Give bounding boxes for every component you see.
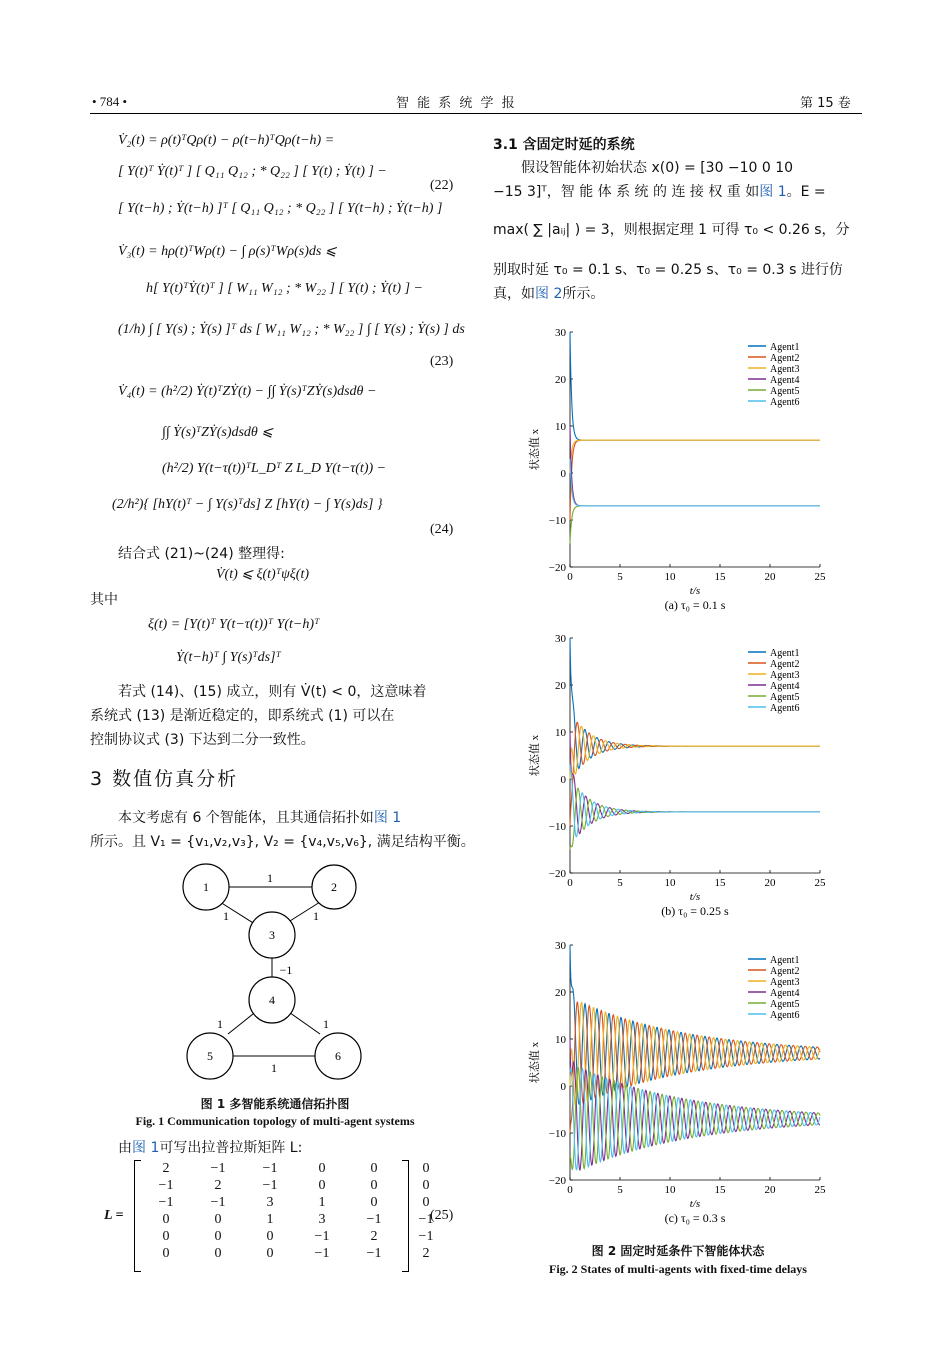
y-axis-label: 状态值 x [529,1041,541,1084]
fig2-caption-cn: 图 2 固定时延条件下智能体状态 [591,1244,765,1258]
y-axis-label: 状态值 x [529,734,541,777]
x-tick-label: 20 [764,1184,776,1196]
journal-title: 智 能 系 统 学 报 [396,96,517,111]
para-line: 真，如图 2所示。 [493,286,605,302]
y-tick-label: 20 [555,987,566,999]
x-tick-label: 0 [567,877,573,889]
x-tick-label: 5 [617,877,623,889]
matrix-cell: −1 [366,1245,382,1261]
para-line: 控制协议式 (3) 下达到二分一致性。 [90,732,315,748]
state-chart-b [520,628,840,930]
x-tick-label: 25 [814,1184,826,1196]
y-axis-label: 状态值 x [529,428,541,471]
matrix-cell: 0 [266,1228,274,1244]
eq22-line3: [ Y(t−h) ; Ẏ(t−h) ]ᵀ [ Q₁₁ Q₁₂ ; * Q₂₂ ] [ Y(t−h) ; Ẏ(t−h) ] [118,201,443,216]
laplacian-intro: 由图 1可写出拉普拉斯矩阵 L: [118,1140,303,1156]
legend-label: Agent6 [770,397,800,408]
legend-label: Agent3 [770,977,800,988]
y-tick-label: 0 [560,1081,566,1093]
legend-label: Agent6 [770,1010,800,1021]
edge-weight: −1 [279,963,293,977]
series-line [570,459,820,506]
y-tick-label: −20 [548,868,566,880]
eq24-line1: V̇₄(t) = (h²/2) Ẏ(t)ᵀZẎ(t) − ∫∫ Ẏ(s)ᵀZẎ(s)dsdθ − [118,384,377,399]
edge-weight: 1 [267,871,273,885]
y-tick-label: −10 [548,1128,566,1140]
eq23-number: (23) [430,354,454,369]
matrix-cell: 0 [214,1245,222,1261]
matrix-cell: −1 [314,1245,330,1261]
combine-text: 结合式 (21)~(24) 整理得: [118,546,285,562]
matrix-cell: −1 [210,1160,226,1176]
eq25-number: (25) [430,1208,454,1223]
matrix-cell: 0 [370,1194,378,1210]
y-tick-label: −20 [548,562,566,574]
matrix-cell: −1 [158,1194,174,1210]
section-heading: 3 数值仿真分析 [90,768,239,790]
legend-label: Agent2 [770,966,800,977]
x-tick-label: 5 [617,571,623,583]
legend-label: Agent1 [770,342,800,353]
legend-label: Agent4 [770,375,800,386]
eq24-line4: (2/h²){ [hY(t)ᵀ − ∫ Y(s)ᵀds] Z [hY(t) − ∫ Y(s)ds] } [112,497,383,512]
matrix-cell: 0 [318,1177,326,1193]
matrix-cell: 0 [370,1160,378,1176]
header-rule [90,113,862,114]
fig2-link[interactable]: 图 2 [535,286,563,302]
series-line [570,726,820,779]
matrix-cell: −1 [210,1194,226,1210]
matrix-cell: −1 [314,1228,330,1244]
x-tick-label: 25 [814,877,826,889]
xi-line2: Ẏ(t−h)ᵀ ∫ Y(s)ᵀds]ᵀ [176,650,281,665]
eq23-line2: h[ Y(t)ᵀẎ(t)ᵀ ] [ W₁₁ W₁₂ ; * W₂₂ ] [ Y(t) ; Ẏ(t) ] − [146,281,423,296]
matrix-cell: 2 [422,1245,430,1261]
eq22-number: (22) [430,178,454,193]
node-label: 6 [335,1049,341,1063]
y-tick-label: 10 [555,1034,566,1046]
series-line [570,765,820,837]
series-line [570,426,820,506]
chart-subtitle: (b) τ₀ = 0.25 s [661,904,729,918]
matrix-cell: −1 [262,1160,278,1176]
matrix-cell: 2 [214,1177,222,1193]
matrix-cell: 0 [422,1160,430,1176]
volume-label: 第 15 卷 [800,96,851,111]
where-text: 其中 [90,592,118,608]
legend-label: Agent4 [770,681,800,692]
matrix-cell: 1 [266,1211,274,1227]
legend-label: Agent3 [770,364,800,375]
edge-weight: 1 [313,909,319,923]
y-tick-label: 0 [560,468,566,480]
eq23-line1: V̇₃(t) = hρ(t)ᵀWρ(t) − ∫ ρ(s)ᵀWρ(s)ds ⩽ [118,244,337,259]
x-tick-label: 25 [814,571,826,583]
node-label: 4 [269,993,275,1007]
x-tick-label: 15 [714,877,726,889]
laplacian-matrix [140,1160,452,1262]
node-label: 2 [331,880,337,894]
x-tick-label: 0 [567,571,573,583]
y-tick-label: −10 [548,821,566,833]
matrix-cell: 0 [422,1177,430,1193]
x-tick-label: 10 [664,1184,676,1196]
x-tick-label: 0 [567,1184,573,1196]
para-line: 别取时延 τ₀ = 0.1 s、τ₀ = 0.25 s、τ₀ = 0.3 s 进行仿 [493,262,843,278]
matrix-cell: 2 [370,1228,378,1244]
fig1-link[interactable]: 图 1 [759,184,787,200]
eq24-line3: (h²/2) Y(t−τ(t))ᵀL_Dᵀ Z L_D Y(t−τ(t)) − [162,461,387,476]
para-line: max( ∑ |aᵢⱼ| ) = 3，则根据定理 1 可得 τ₀ < 0.26 s，分 [493,222,850,238]
state-chart-a [520,322,840,624]
para-line: 所示。且 V₁ = {v₁,v₂,v₃}, V₂ = {v₄,v₅,v₆}, 满足结构平衡。 [90,834,475,850]
y-tick-label: 20 [555,374,566,386]
x-axis-label: t/s [689,1198,701,1210]
para-line: −15 3]ᵀ，智 能 体 系 统 的 连 接 权 重 如图 1。E = [493,184,826,200]
y-tick-label: 0 [560,774,566,786]
matrix-cell: −1 [158,1177,174,1193]
matrix-cell: 0 [370,1177,378,1193]
legend-label: Agent2 [770,659,800,670]
y-tick-label: 30 [555,327,566,339]
matrix-cell: −1 [366,1211,382,1227]
matrix-cell: 0 [162,1245,170,1261]
node-label: 3 [269,928,275,942]
legend-label: Agent5 [770,386,800,397]
matrix-cell: 3 [266,1194,274,1210]
para-line: 假设智能体初始状态 x(0) = [30 −10 0 10 [521,160,794,176]
legend-label: Agent4 [770,988,800,999]
legend-label: Agent5 [770,692,800,703]
x-tick-label: 20 [764,571,776,583]
y-tick-label: 10 [555,421,566,433]
series-line [570,1039,820,1170]
matrix-cell: 2 [162,1160,170,1176]
matrix-label: L = [104,1208,124,1223]
x-tick-label: 20 [764,877,776,889]
matrix-cell: 0 [162,1211,170,1227]
legend-label: Agent6 [770,703,800,714]
subsection-heading: 3.1 含固定时延的系统 [493,137,635,153]
legend-label: Agent1 [770,955,800,966]
y-tick-label: 30 [555,633,566,645]
matrix-cell: −1 [418,1211,434,1227]
series-line [570,440,820,520]
node-label: 5 [207,1049,213,1063]
fig1-caption-en: Fig. 1 Communication topology of multi-agent systems [135,1114,415,1128]
x-axis-label: t/s [689,585,701,597]
eq22-line1: V̇₂(t) = ρ(t)ᵀQρ(t) − ρ(t−h)ᵀQρ(t−h) = [118,133,335,148]
fig1-caption-cn: 图 1 多智能系统通信拓扑图 [200,1097,350,1111]
x-tick-label: 15 [714,571,726,583]
edge-weight: 1 [271,1061,277,1075]
para-line: 若式 (14)、(15) 成立，则有 V̇(t) < 0，这意味着 [118,684,427,700]
x-tick-label: 15 [714,1184,726,1196]
chart-subtitle: (a) τ₀ = 0.1 s [664,598,726,612]
fig1-link[interactable]: 图 1 [132,1140,160,1156]
edge-weight: 1 [223,909,229,923]
y-tick-label: −20 [548,1175,566,1187]
topology-graph [170,862,390,1087]
x-tick-label: 10 [664,877,676,889]
eq24-number: (24) [430,522,454,537]
page-number: • 784 • [92,94,128,109]
eq23-line3: (1/h) ∫ [ Y(s) ; Ẏ(s) ]ᵀ ds [ W₁₁ W₁₂ ; * W₂₂ ] ∫ [ Y(s) ; Ẏ(s) ] ds [118,322,465,337]
series-line [570,440,820,473]
matrix-cell: 0 [162,1228,170,1244]
x-axis-label: t/s [689,891,701,903]
fig1-link[interactable]: 图 1 [373,810,402,826]
legend-label: Agent1 [770,648,800,659]
legend-label: Agent2 [770,353,800,364]
xi-line1: ξ(t) = [Y(t)ᵀ Y(t−τ(t))ᵀ Y(t−h)ᵀ [148,617,320,632]
matrix-cell: 0 [214,1228,222,1244]
y-tick-label: 30 [555,940,566,952]
series-line [570,788,820,849]
matrix-cell: 3 [318,1211,326,1227]
para-line: 本文考虑有 6 个智能体，且其通信拓扑如图 1 [118,810,402,826]
matrix-cell: −1 [262,1177,278,1193]
chart-subtitle: (c) τ₀ = 0.3 s [664,1211,726,1225]
legend-label: Agent3 [770,670,800,681]
y-tick-label: 20 [555,680,566,692]
y-tick-label: 10 [555,727,566,739]
matrix-cell: 1 [318,1194,326,1210]
eq24-line2: ∫∫ Ẏ(s)ᵀZẎ(s)dsdθ ⩽ [162,425,274,440]
matrix-cell: 0 [318,1160,326,1176]
matrix-cell: 0 [266,1245,274,1261]
vdot-inequality: V̇(t) ⩽ ξ(t)ᵀψξ(t) [216,567,310,582]
y-tick-label: −10 [548,515,566,527]
node-label: 1 [203,880,209,894]
eq22-line2: [ Y(t)ᵀ Ẏ(t)ᵀ ] [ Q₁₁ Q₁₂ ; * Q₂₂ ] [ Y(t) ; Ẏ(t) ] − [118,164,387,179]
x-tick-label: 10 [664,571,676,583]
matrix-cell: 0 [422,1194,430,1210]
state-chart-c [520,935,840,1237]
edge-weight: 1 [217,1017,223,1031]
para-line: 系统式 (13) 是渐近稳定的，即系统式 (1) 可以在 [90,708,395,724]
series-line [570,732,820,834]
edge-weight: 1 [323,1017,329,1031]
fig2-caption-en: Fig. 2 States of multi-agents with fixed-time delays [549,1262,807,1276]
legend-label: Agent5 [770,999,800,1010]
series-line [570,506,820,544]
matrix-cell: −1 [418,1228,434,1244]
x-tick-label: 5 [617,1184,623,1196]
matrix-cell: 0 [214,1211,222,1227]
